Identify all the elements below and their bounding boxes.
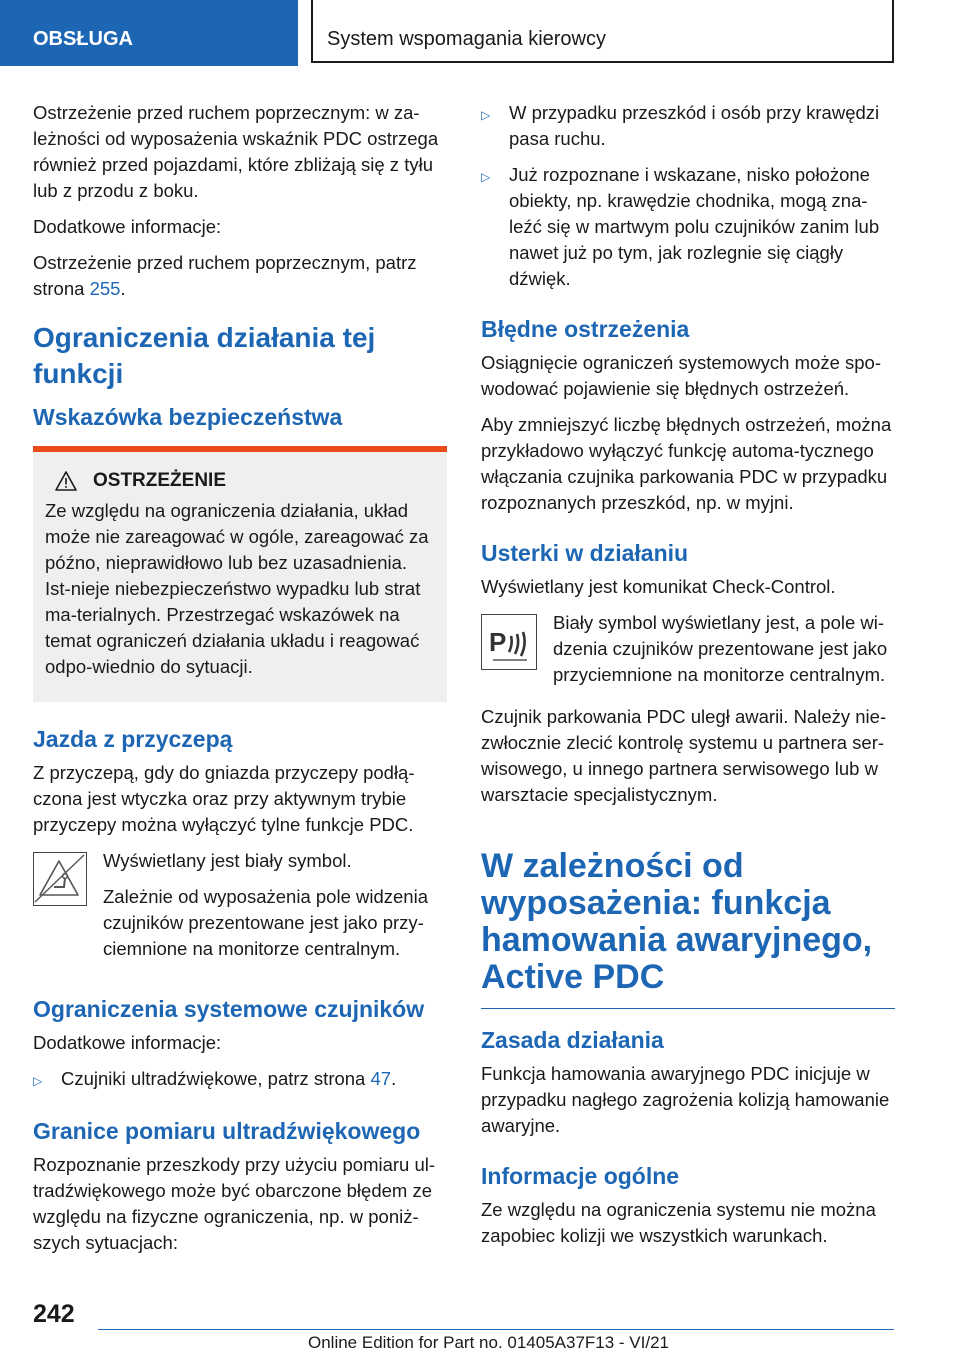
ultrasonic-paragraph: Rozpoznanie przeszkody przy użyciu pomiaru ul-tradźwiękowego może być obarczone błędem ze względu na fizyczne ograniczenia, np. w poniż-szych sytuacjach: bbox=[33, 1154, 436, 1253]
chapter-title-box bbox=[311, 0, 894, 63]
chapter-heading-active-pdc: W zależności od wyposażenia: funkcja hamowania awaryjnego, Active PDC bbox=[481, 847, 873, 996]
warning-box bbox=[33, 446, 447, 702]
page-link-255[interactable]: 255 bbox=[89, 278, 121, 299]
left-column bbox=[33, 100, 447, 1266]
trailer-symbol-text: Wyświetlany jest biały symbol. bbox=[103, 850, 352, 871]
right-column bbox=[481, 100, 895, 1259]
svg-text:P: P bbox=[489, 627, 507, 657]
page-number: 242 bbox=[33, 1300, 75, 1328]
footer-rule bbox=[98, 1329, 894, 1330]
trailer-view-text: Zależnie od wyposażenia pole widzenia czujników prezentowane jest jako przy-ciemnione na monitorze centralnym. bbox=[103, 886, 428, 959]
subheading-safety: Wskazówka bezpieczeństwa bbox=[33, 404, 343, 430]
general-info-paragraph: Ze względu na ograniczenia systemu nie można zapobiec kolizji we wszystkich warunkach. bbox=[481, 1199, 876, 1246]
malfunction-paragraph: Wyświetlany jest komunikat Check-Control. bbox=[481, 576, 836, 597]
principle-paragraph: Funkcja hamowania awaryjnego PDC inicjuje w przypadku nagłego zagrożenia kolizją hamowanie awaryjne. bbox=[481, 1063, 890, 1136]
trailer-symbol-row bbox=[33, 848, 447, 972]
pdc-failure-paragraph: Czujnik parkowania PDC uległ awarii. Należy nie-zwłocznie zlecić kontrolę systemu u partnera ser-wisowego, u innego partnera serwisowego lub w warsztacie specjalistycznym. bbox=[481, 706, 887, 805]
trailer-paragraph: Z przyczepą, gdy do gniazda przyczepy podłą-czona jest wtyczka oraz przy aktywnym trybie przyczepy można wyłączyć tylne funkcje PDC. bbox=[33, 762, 415, 835]
sensor-info-label: Dodatkowe informacje: bbox=[33, 1032, 222, 1053]
subheading-false-warnings: Błędne ostrzeżenia bbox=[481, 316, 690, 342]
subheading-general-info: Informacje ogólne bbox=[481, 1163, 680, 1189]
triangle-bullet-icon: ▷ bbox=[481, 108, 491, 122]
subheading-principle: Zasada działania bbox=[481, 1027, 664, 1053]
triangle-bullet-icon: ▷ bbox=[481, 170, 491, 184]
subheading-ultrasonic-limits: Granice pomiaru ultradźwiękowego bbox=[33, 1118, 421, 1144]
false-warnings-paragraph-1: Osiągnięcie ograniczeń systemowych może spo-wodować pojawienie się błędnych ostrzeżeń. bbox=[481, 352, 881, 399]
page-header bbox=[0, 0, 960, 66]
edition-label: Online Edition for Part no. 01405A37F13 - VI/21 bbox=[308, 1333, 670, 1352]
section-heading-limitations: Ograniczenia działania tej funkcji bbox=[33, 322, 376, 389]
subheading-sensor-limits: Ograniczenia systemowe czujników bbox=[33, 996, 425, 1022]
warning-title: OSTRZEŻENIE bbox=[93, 470, 227, 491]
list-item: ▷ Już rozpoznane i wskazane, nisko położone obiekty, np. krawędzie chodnika, mogą zna-leźć się w martwym polu czujników zanim lub nawet już po tym, jak rozlegnie się ciągły dźwięk. bbox=[481, 162, 895, 292]
list-item: ▷ Czujniki ultradźwiękowe, patrz strona 47. bbox=[33, 1066, 447, 1094]
warning-text: Ze względu na ograniczenia działania, układ może nie zareagować w ogóle, zareagować za późno, nieprawidłowo lub bez uzasadnienia. Ist-nieje niebezpieczeństwo wypadku lub strat ma-terialnych. Przestrzegać wskazówek na temat ograniczeń działania układu i reagować odpo-wiednio do sytuacji. bbox=[45, 500, 429, 677]
intro-paragraph: Ostrzeżenie przed ruchem poprzecznym: w za-leżności od wyposażenia wskaźnik PDC ostrzega również przed pojazdami, które zbliżają się z tyłu lub z przodu z boku. bbox=[33, 102, 439, 201]
section-tab bbox=[0, 0, 298, 66]
additional-info-label: Dodatkowe informacje: bbox=[33, 216, 222, 237]
triangle-bullet-icon: ▷ bbox=[33, 1074, 43, 1088]
pdc-fault-symbol-text: Biały symbol wyświetlany jest, a pole wi-dzenia czujników prezentowane jest jako przyciemnione na monitorze centralnym. bbox=[553, 612, 888, 685]
page-link-47[interactable]: 47 bbox=[370, 1068, 392, 1089]
page-footer bbox=[0, 1300, 960, 1362]
warning-triangle-icon bbox=[55, 471, 77, 491]
chapter-title: System wspomagania kierowcy bbox=[327, 28, 606, 50]
section-label: OBSŁUGA bbox=[33, 28, 133, 50]
false-warnings-paragraph-2: Aby zmniejszyć liczbę błędnych ostrzeżeń, można przykładowo wyłączyć funkcję automa-tycznego włączania czujnika parkowania PDC w przypadku rozpoznanych przeszkód, np. w myjni. bbox=[481, 414, 892, 513]
subheading-trailer: Jazda z przyczepą bbox=[33, 726, 233, 752]
pdc-fault-symbol-row bbox=[481, 610, 895, 698]
list-item: ▷ W przypadku przeszkód i osób przy krawędzi pasa ruchu. bbox=[481, 100, 895, 152]
pdc-fault-icon bbox=[481, 614, 537, 670]
subheading-malfunction: Usterki w działaniu bbox=[481, 540, 689, 566]
cross-traffic-reference: Ostrzeżenie przed ruchem poprzecznym, patrz strona 255. bbox=[33, 252, 417, 299]
heading-divider bbox=[481, 1008, 895, 1009]
